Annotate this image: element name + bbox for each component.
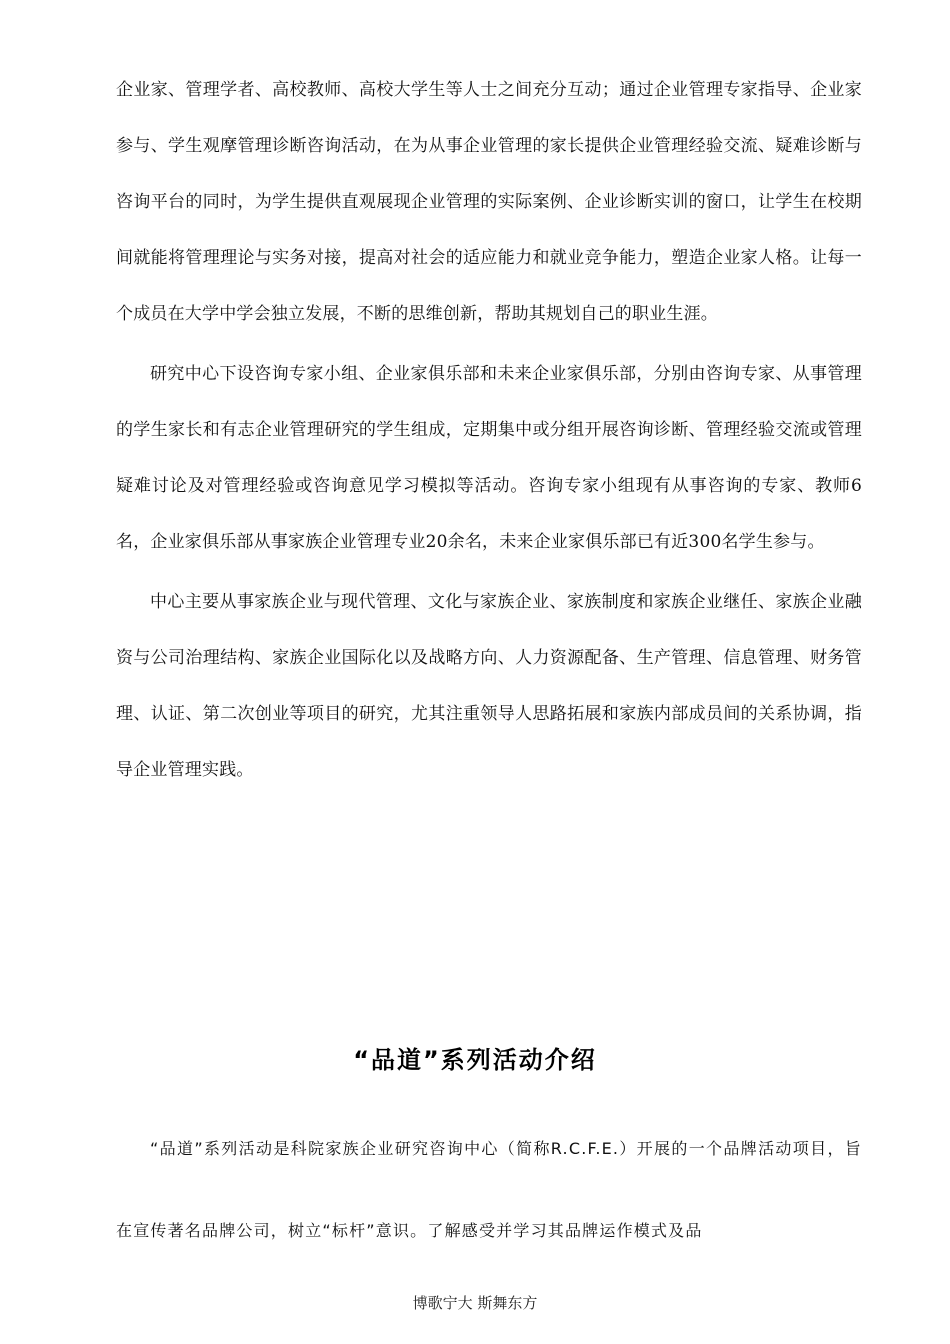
paragraph-research-center: 研究中心下设咨询专家小组、企业家俱乐部和未来企业家俱乐部，分别由咨询专家、从事管理的学生家长和有志企业管理研究的学生组成，定期集中或分组开展咨询诊断、管理经验交流或管理疑难讨论及对管理经验或咨询意见学习模拟等活动。咨询专家小组现有从事咨询的专家、教师6名，企业家俱乐部从事家族企业管理专业20余名，未来企业家俱乐部已有近300名学生参与。 — [116, 364, 862, 552]
page-footer: 博歌宁大 斯舞东方 — [412, 1294, 538, 1312]
section-title: “品道”系列活动介绍 — [353, 1046, 597, 1074]
paragraph-continuation: 企业家、管理学者、高校教师、高校大学生等人士之间充分互动；通过企业管理专家指导、企业家参与、学生观摩管理诊断咨询活动，在为从事企业管理的家长提供企业管理经验交流、疑难诊断与咨询平台的同时，为学生提供直观展现企业管理的实际案例、企业诊断实训的窗口，让学生在校期间就能将管理理论与实务对接，提高对社会的适应能力和就业竞争能力，塑造企业家人格。让每一个成员在大学中学会独立发展，不断的思维创新，帮助其规划自己的职业生涯。 — [116, 80, 862, 324]
section-intro-paragraph: “品道”系列活动是科院家族企业研究咨询中心（简称R.C.F.E.）开展的一个品牌活动项目，旨在宣传著名品牌公司，树立“标杆”意识。了解感受并学习其品牌运作模式及品 — [116, 1139, 862, 1240]
paragraph-research-focus: 中心主要从事家族企业与现代管理、文化与家族企业、家族制度和家族企业继任、家族企业融资与公司治理结构、家族企业国际化以及战略方向、人力资源配备、生产管理、信息管理、财务管理、认证、第二次创业等项目的研究，尤其注重领导人思路拓展和家族内部成员间的关系协调，指导企业管理实践。 — [116, 592, 862, 780]
document-body — [116, 62, 862, 798]
